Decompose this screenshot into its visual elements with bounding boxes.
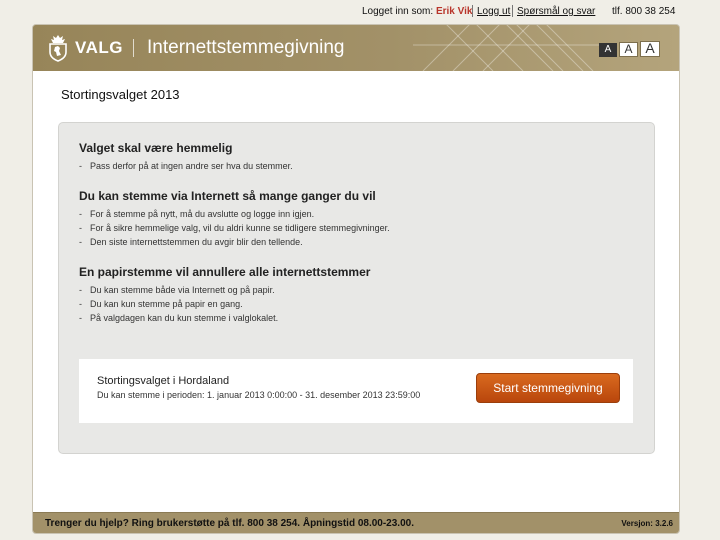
section-heading: En papirstemme vil annullere alle internettstemmer [79, 265, 371, 279]
election-period: Du kan stemme i perioden: 1. januar 2013 0:00:00 - 31. desember 2013 23:59:00 [97, 390, 421, 400]
font-size-small-button[interactable]: A [599, 43, 617, 57]
font-size-medium-button[interactable]: A [619, 42, 638, 57]
help-text: Trenger du hjelp? Ring brukerstøtte på tlf. 800 38 254. Åpningstid 08.00-23.00. [45, 518, 414, 529]
main-frame [32, 24, 680, 534]
font-size-controls [599, 41, 660, 57]
list-item-text: Du kan kun stemme på papir en gang. [90, 299, 243, 309]
list-item-text: Den siste internettstemmen du avgir blir den tellende. [90, 237, 303, 247]
info-box [58, 122, 655, 454]
faq-link[interactable]: Spørsmål og svar [517, 6, 596, 17]
list-item: - Du kan kun stemme på papir en gang. [79, 299, 243, 309]
valg-logo[interactable] [47, 33, 123, 63]
list-item: - For å sikre hemmelige valg, vil du aldri kunne se tidligere stemmegivninger. [79, 223, 390, 233]
list-item-text: Pass derfor på at ingen andre ser hva du stemmer. [90, 161, 293, 171]
list-item-text: For å sikre hemmelige valg, vil du aldri kunne se tidligere stemmegivninger. [90, 223, 390, 233]
section-heading: Valget skal være hemmelig [79, 141, 233, 155]
list-item: - Du kan stemme både via Internett og på papir. [79, 285, 275, 295]
phone-number: tlf. 800 38 254 [612, 6, 676, 17]
logged-in-label [362, 6, 472, 17]
header [33, 25, 680, 71]
crest-icon [47, 34, 69, 62]
top-utility-bar [0, 0, 720, 22]
start-voting-button[interactable]: Start stemmegivning [476, 373, 620, 403]
list-item: - Den siste internettstemmen du avgir blir den tellende. [79, 237, 303, 247]
font-size-large-button[interactable]: A [640, 41, 660, 57]
list-item-text: På valgdagen kan du kun stemme i valglokalet. [90, 313, 279, 323]
separator [512, 5, 513, 17]
header-decoration [413, 25, 603, 71]
list-item: - På valgdagen kan du kun stemme i valglokalet. [79, 313, 279, 323]
section-heading: Du kan stemme via Internett så mange ganger du vil [79, 189, 376, 203]
election-name: Stortingsvalget i Hordaland [97, 375, 230, 387]
logged-in-as-text: Logget inn som: [362, 6, 434, 17]
logout-link[interactable]: Logg ut [477, 6, 511, 17]
version-label: Versjon: 3.2.6 [621, 519, 673, 528]
list-item: - Pass derfor på at ingen andre ser hva du stemmer. [79, 161, 293, 171]
header-divider [133, 39, 134, 57]
section-list [79, 283, 278, 325]
election-box [79, 359, 633, 423]
section-list [79, 207, 390, 249]
user-name: Erik Vik [435, 6, 473, 17]
app-title: Internettstemmegivning [147, 37, 345, 58]
footer [33, 512, 680, 534]
list-item-text: For å stemme på nytt, må du avslutte og logge inn igjen. [90, 209, 315, 219]
list-item-text: Du kan stemme både via Internett og på papir. [90, 285, 275, 295]
list-item: - For å stemme på nytt, må du avslutte og logge inn igjen. [79, 209, 315, 219]
section-list [79, 159, 293, 173]
separator [472, 5, 473, 17]
page-title: Stortingsvalget 2013 [61, 87, 180, 102]
logo-text: VALG [75, 38, 123, 57]
